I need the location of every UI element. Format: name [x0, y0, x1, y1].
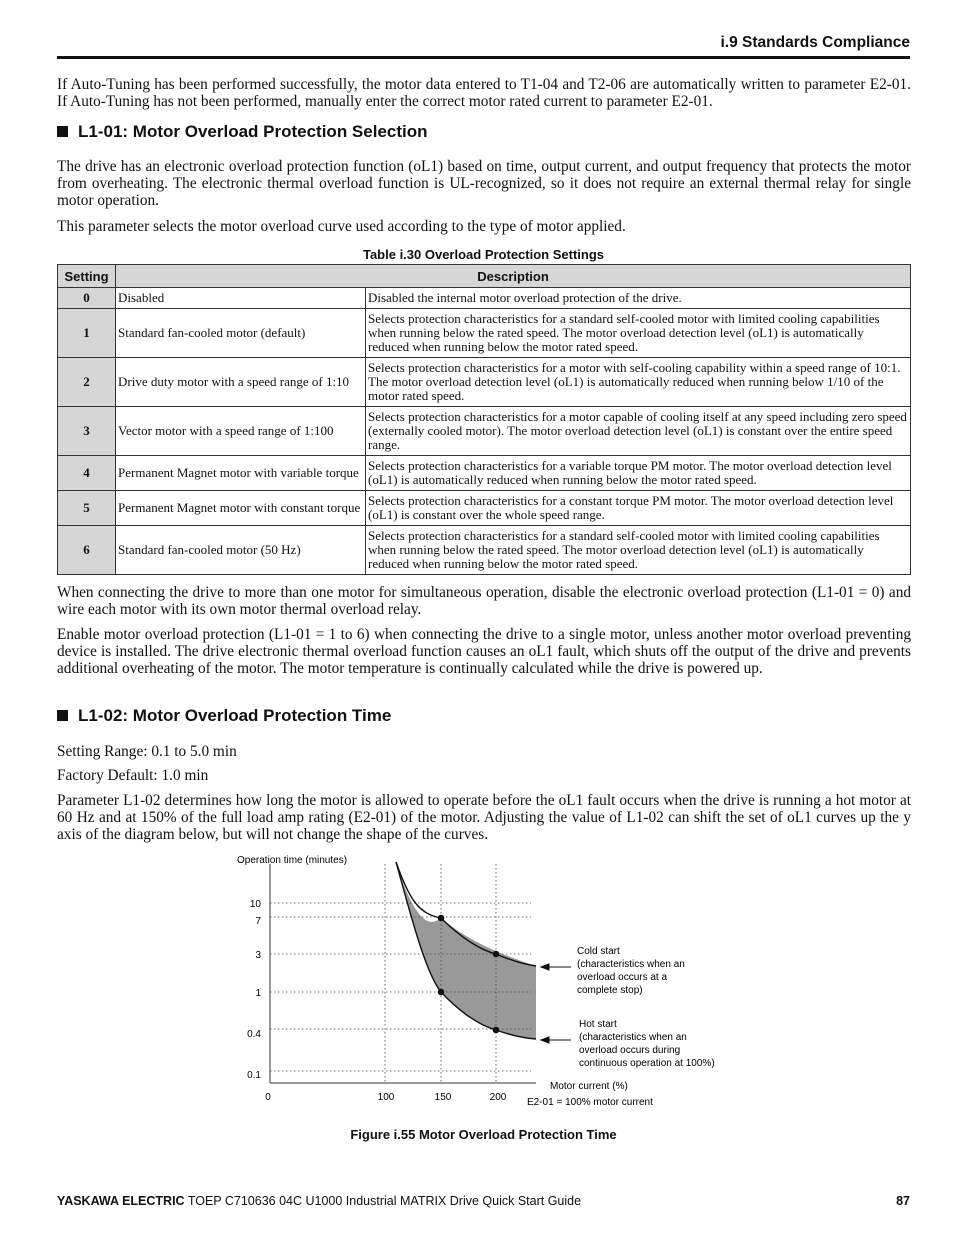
header-setting: Setting [58, 265, 116, 288]
y-tick-label: 0.4 [247, 1029, 261, 1040]
footer-doc: TOEP C710636 04C U1000 Industrial MATRIX Drive Quick Start Guide [184, 1194, 582, 1208]
page-header [57, 34, 910, 59]
table-row [58, 456, 911, 491]
after-table-paragraph-1: When connecting the drive to more than one motor for simultaneous operation, disable the electronic overload protection (L1-01 = 0) and wire each motor with its own motor thermal overload relay. [57, 584, 911, 619]
factory-default: Factory Default: 1.0 min [57, 767, 209, 784]
square-bullet-icon [57, 126, 68, 137]
row-setting: 5 [58, 491, 116, 526]
l102-paragraph: Parameter L1-02 determines how long the motor is allowed to operate before the oL1 fault occurs when the drive is running a hot motor at 60 Hz and at 150% of the full load amp rating (E2-01) of the motor. Adjusting the value of L1-02 can shift the set of oL1 curves up the y axis of the diagram below, but will not change the shape of the curves. [57, 792, 911, 844]
row-setting: 4 [58, 456, 116, 491]
cold-start-label: overload occurs at a [577, 972, 668, 983]
row-description: Selects protection characteristics for a motor capable of cooling itself at any speed including zero speed (externally cooled motor). The motor overload detection level (oL1) is constant over the entire speed range. [366, 407, 911, 456]
row-setting: 0 [58, 288, 116, 309]
figure-caption: Figure i.55 Motor Overload Protection Time [350, 1127, 617, 1142]
cold-start-label: (characteristics when an [577, 959, 685, 970]
setting-range: Setting Range: 0.1 to 5.0 min [57, 743, 237, 760]
hot-start-label: overload occurs during [579, 1045, 681, 1056]
row-description: Selects protection characteristics for a variable torque PM motor. The motor overload detection level (oL1) is automatically reduced when running below the motor rated speed. [366, 456, 911, 491]
row-name: Vector motor with a speed range of 1:100 [116, 407, 366, 456]
y-axis-label: Operation time (minutes) [237, 855, 348, 866]
row-description: Selects protection characteristics for a standard self-cooled motor with limited cooling capabilities when running below the rated speed. The motor overload detection level (oL1) is automatically reduced when running below the motor rated speed. [366, 526, 911, 575]
y-tick-label: 10 [249, 899, 261, 910]
row-name: Drive duty motor with a speed range of 1:10 [116, 358, 366, 407]
hot-start-label: (characteristics when an [579, 1032, 687, 1043]
hot-callout-arrow-icon [541, 1037, 549, 1043]
row-description: Disabled the internal motor overload protection of the drive. [366, 288, 911, 309]
section-title: i.9 Standards Compliance [720, 34, 910, 51]
hot-point-150 [438, 989, 445, 996]
l101-paragraph-2: This parameter selects the motor overload curve used according to the type of motor applied. [57, 218, 626, 235]
heading-l1-02 [57, 706, 391, 726]
cold-point-150 [438, 915, 445, 922]
x-axis-label: Motor current (%) [550, 1081, 628, 1092]
table-row [58, 407, 911, 456]
intro-paragraph: If Auto-Tuning has been performed successfully, the motor data entered to T1-04 and T2-06 are automatically written to parameter E2-01. If Auto-Tuning has not been performed, manually enter the correct motor rated current to parameter E2-01. [57, 76, 911, 111]
overload-time-chart [225, 852, 745, 1114]
hot-start-label: continuous operation at 100%) [579, 1058, 715, 1069]
table-header-row [58, 265, 911, 288]
after-table-paragraph-2: Enable motor overload protection (L1-01 = 1 to 6) when connecting the drive to a single motor, unless another motor overload preventing device is installed. The drive electronic thermal overload function causes an oL1 fault, which shuts off the output of the drive and prevents additional overheating of the motor. The motor temperature is continually calculated while the drive is powered up. [57, 626, 911, 678]
y-tick-label: 1 [255, 988, 261, 999]
table-row [58, 309, 911, 358]
cold-callout-arrow-icon [541, 964, 549, 970]
l101-paragraph-1: The drive has an electronic overload protection function (oL1) based on time, output current, and output frequency that protects the motor from overheating. The electronic thermal overload function is UL-recognized, so it does not require an external thermal relay for single motor operation. [57, 158, 911, 210]
cold-point-200 [493, 951, 500, 958]
x-axis-note: E2-01 = 100% motor current [527, 1097, 653, 1108]
row-description: Selects protection characteristics for a constant torque PM motor. The motor overload detection level (oL1) is constant over the whole speed range. [366, 491, 911, 526]
heading-l1-02-text: L1-02: Motor Overload Protection Time [78, 706, 392, 725]
table-caption: Table i.30 Overload Protection Settings [362, 247, 605, 262]
row-description: Selects protection characteristics for a motor with self-cooling capability within a speed range of 10:1. The motor overload detection level (oL1) is automatically reduced when running below 1/10 of the motor rated speed. [366, 358, 911, 407]
x-tick-label: 150 [434, 1092, 452, 1103]
cold-start-label: Cold start [577, 946, 620, 957]
row-setting: 6 [58, 526, 116, 575]
y-tick-label: 7 [255, 916, 261, 927]
footer-brand: YASKAWA ELECTRIC [57, 1194, 185, 1208]
row-name: Disabled [116, 288, 366, 309]
page-number: 87 [896, 1194, 910, 1208]
table-row [58, 491, 911, 526]
x-tick-label: 200 [489, 1092, 507, 1103]
row-setting: 1 [58, 309, 116, 358]
row-description: Selects protection characteristics for a standard self-cooled motor with limited cooling capabilities when running below the rated speed. The motor overload detection level (oL1) is automatically reduced when running below the motor rated speed. [366, 309, 911, 358]
x-tick-label: 100 [377, 1092, 395, 1103]
table-row [58, 288, 911, 309]
row-setting: 3 [58, 407, 116, 456]
page-footer [57, 1194, 910, 1208]
heading-l1-01 [57, 122, 428, 142]
row-name: Permanent Magnet motor with constant torque [116, 491, 366, 526]
overload-region [396, 862, 536, 1039]
y-tick-label: 3 [255, 950, 261, 961]
row-name: Standard fan-cooled motor (50 Hz) [116, 526, 366, 575]
cold-start-label: complete stop) [577, 985, 643, 996]
row-name: Standard fan-cooled motor (default) [116, 309, 366, 358]
table-row [58, 526, 911, 575]
square-bullet-icon [57, 710, 68, 721]
row-setting: 2 [58, 358, 116, 407]
hot-start-label: Hot start [579, 1019, 617, 1030]
hot-point-200 [493, 1027, 500, 1034]
table-row [58, 358, 911, 407]
row-name: Permanent Magnet motor with variable torque [116, 456, 366, 491]
y-tick-label: 0.1 [247, 1070, 261, 1081]
overload-settings-table [57, 264, 911, 575]
heading-l1-01-text: L1-01: Motor Overload Protection Selection [78, 122, 428, 141]
header-description: Description [116, 265, 911, 288]
x-tick-label: 0 [265, 1092, 271, 1103]
